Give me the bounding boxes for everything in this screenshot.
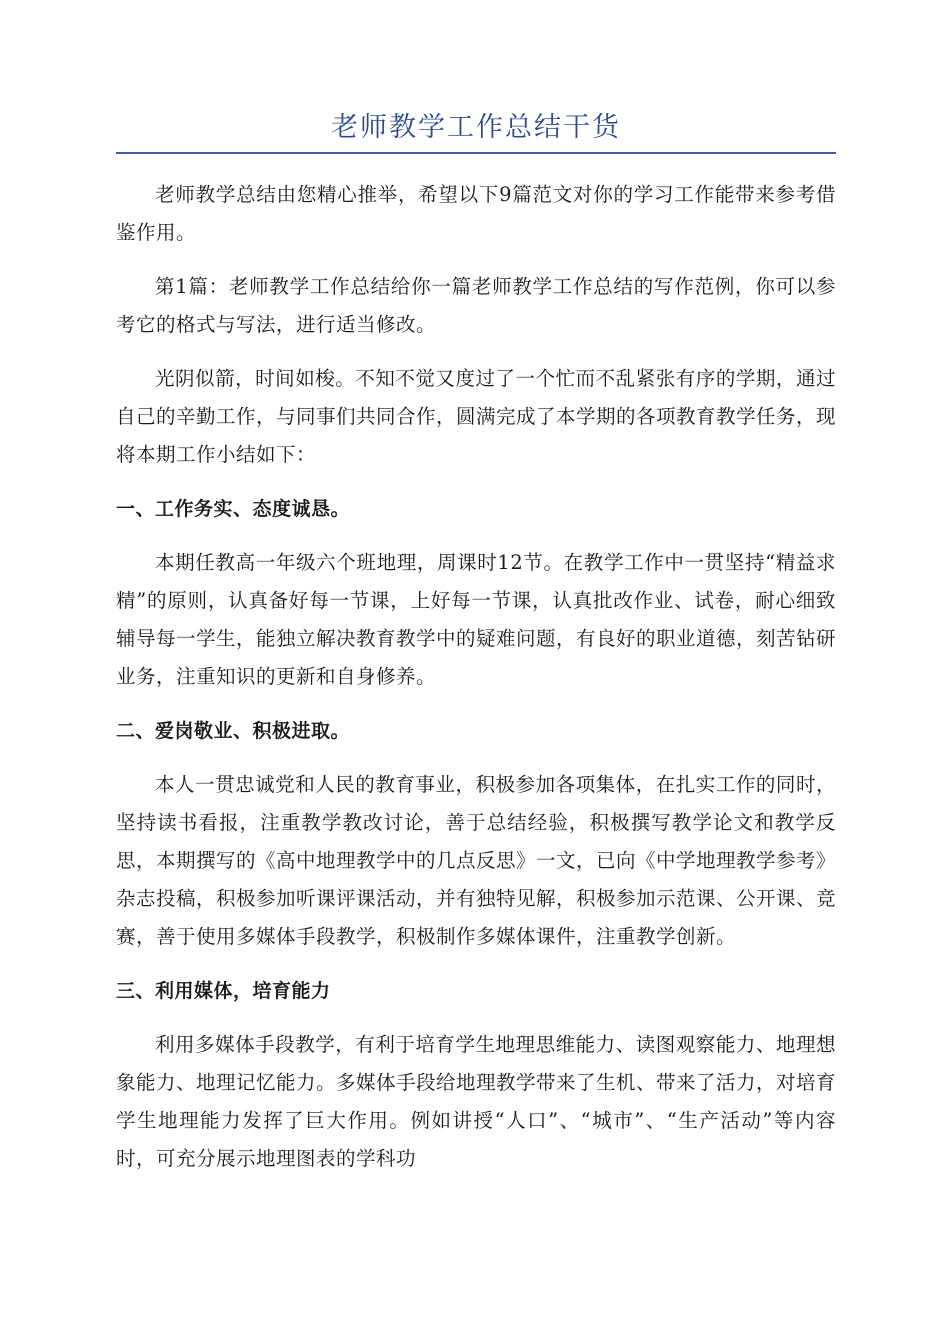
section-heading: 一、工作务实、态度诚恳。: [116, 498, 351, 520]
document-page: [116, 108, 836, 1194]
opening-paragraph: 光阴似箭，时间如梭。不知不觉又度过了一个忙而不乱紧张有序的学期，通过自己的辛勤工作，与同事们共同合作，圆满完成了本学期的各项教育教学任务，现将本期工作小结如下：: [116, 367, 837, 466]
chapter-intro-paragraph: 第1篇：老师教学工作总结给你一篇老师教学工作总结的写作范例，你可以参考它的格式与写法，进行适当修改。: [116, 275, 836, 336]
document-title: 老师教学工作总结干货: [116, 108, 836, 154]
intro-paragraph: 老师教学总结由您精心推举，希望以下9篇范文对你的学习工作能带来参考借鉴作用。: [116, 183, 836, 244]
section-body: 利用多媒体手段教学，有利于培育学生地理思维能力、读图观察能力、地理想象能力、地理记忆能力。多媒体手段给地理教学带来了生机、带来了活力，对培育学生地理能力发挥了巨大作用。例如讲授“人口”、“城市”、“生产活动”等内容时，可充分展示地理图表的学科功: [116, 1033, 837, 1170]
section-body: 本期任教高一年级六个班地理，周课时12节。在教学工作中一贯坚持“精益求精”的原则，认真备好每一节课，上好每一节课，认真批改作业、试卷，耐心细致辅导每一学生，能独立解决教育教学中的疑难问题，有良好的职业道德，刻苦钻研业务，注重知识的更新和自身修养。: [116, 551, 837, 688]
section-heading: 三、利用媒体，培育能力: [116, 980, 331, 1002]
section-heading: 二、爱岗敬业、积极进取。: [116, 720, 351, 742]
section-body: 本人一贯忠诚党和人民的教育事业，积极参加各项集体，在扎实工作的同时，坚持读书看报，注重教学教改讨论，善于总结经验，积极撰写教学论文和教学反思，本期撰写的《高中地理教学中的几点反思》一文，已向《中学地理教学参考》杂志投稿，积极参加听课评课活动，并有独特见解，积极参加示范课、公开课、竞赛，善于使用多媒体手段教学，积极制作多媒体课件，注重教学创新。: [116, 773, 837, 948]
